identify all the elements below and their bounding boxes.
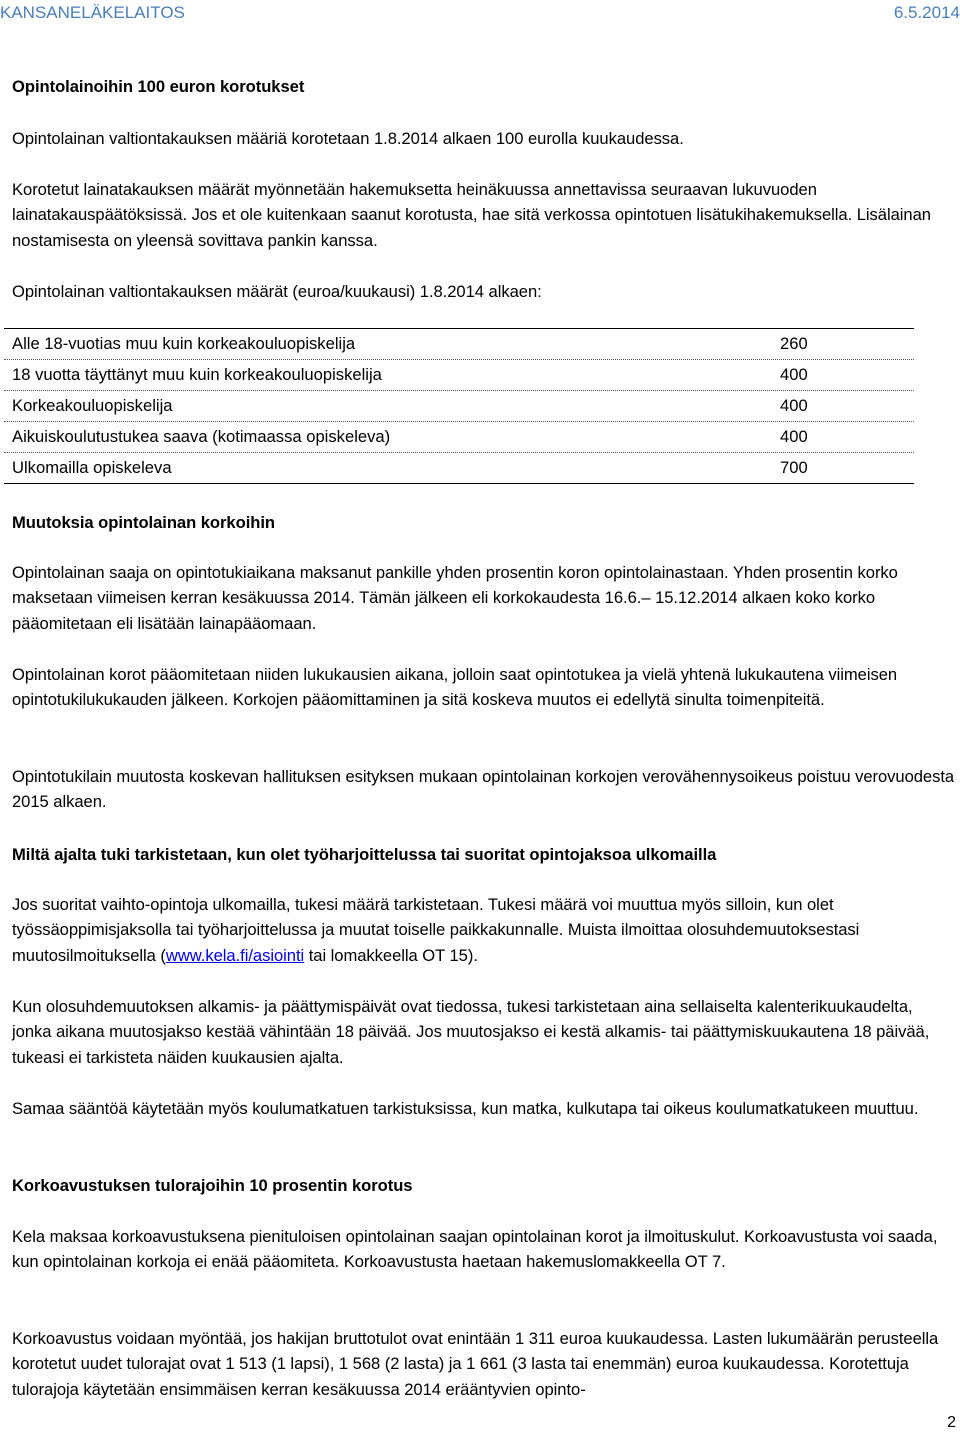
paragraph: Opintolainan valtiontakauksen määriä korotetaan 1.8.2014 alkaen 100 eurolla kuukaudessa. [12, 129, 684, 148]
table-row [4, 391, 914, 422]
header-date: 6.5.2014 [893, 3, 960, 22]
paragraph: Opintolainan saaja on opintotukiaikana maksanut pankille yhden prosentin koron opintolainastaan. Yhden prosentin korko maksetaan viimeisen kerran kesäkuussa 2014. Tämän jälkeen eli korkokaudesta 16.6.– 15.12.2014 alkaen koko korko pääomitetaan eli lisätään lainapääomaan. [12, 563, 898, 633]
row-value: 260 [780, 334, 808, 353]
paragraph: Kun olosuhdemuutoksen alkamis- ja päättymispäivät ovat tiedossa, tukesi tarkistetaan aina sellaiselta kalenterikuukaudelta, jonka aikana muutosjakso kestää vähintään 18 päivää. Jos muutosjakso ei kestä alkamis- tai päättymiskuukautena 18 päivää, tukeasi ei tarkisteta näiden kuukausien ajalta. [12, 997, 930, 1067]
paragraph [12, 892, 956, 968]
table-row [4, 329, 914, 360]
paragraph: Samaa sääntöä käytetään myös koulumatkatuen tarkistuksissa, kun matka, kulkutapa tai oikeus koulumatkatukeen muuttuu. [12, 1099, 919, 1118]
paragraph: Kela maksaa korkoavustuksena pienituloisen opintolainan saajan opintolainan korot ja ilmoituskulut. Korkoavustusta voi saada, kun opintolainan korkoja ei enää pääomiteta. Korkoavustusta haetaan hakemuslomakkeella OT 7. [12, 1227, 938, 1272]
row-label: Aikuiskoulutustukea saava (kotimaassa opiskeleva) [12, 427, 391, 446]
table-row [4, 453, 914, 483]
row-value: 700 [780, 458, 808, 477]
row-label: 18 vuotta täyttänyt muu kuin korkeakouluopiskelija [12, 365, 382, 384]
paragraph-text: Jos suoritat vaihto-opintoja ulkomailla, tukesi määrä tarkistetaan. Tukesi määrä voi muuttua myös silloin, kun olet työssäoppimisjaksolla tai työharjoittelussa ja muutat toiselle paikkakunnalle. Muista ilmoittaa olosuhdemuutoksestasi muutosilmoituksella ( [12, 895, 860, 965]
paragraph-text: tai lomakkeella OT 15). [304, 945, 478, 965]
kela-asiointi-link[interactable]: www.kela.fi/asiointi [165, 945, 305, 965]
row-label: Alle 18-vuotias muu kuin korkeakouluopiskelija [12, 334, 356, 353]
paragraph: Opintotukilain muutosta koskevan hallituksen esityksen mukaan opintolainan korkojen verovähennysoikeus poistuu verovuodesta 2015 alkaen. [12, 767, 955, 812]
paragraph: Opintolainan korot pääomitetaan niiden lukukausien aikana, jolloin saat opintotukea ja vielä yhtenä lukukautena viimeisen opintotukilukukauden jälkeen. Korkojen pääomittaminen ja sitä koskeva muutos ei edellytä sinulta toimenpiteitä. [12, 665, 898, 710]
paragraph: Korkoavustus voidaan myöntää, jos hakijan bruttotulot ovat enintään 1 311 euroa kuukaudessa. Lasten lukumäärän perusteella korotetut uudet tulorajat ovat 1 513 (1 lapsi), 1 568 (2 lasta) ja 1 661 (3 lasta tai enemmän) euroa kuukaudessa. Korotettuja tulorajoja käytetään ensimmäisen kerran kesäkuussa 2014 erääntyvien opinto- [12, 1329, 939, 1399]
row-label: Ulkomailla opiskeleva [12, 458, 172, 477]
section-heading-abroad: Miltä ajalta tuki tarkistetaan, kun olet työharjoittelussa tai suoritat opintojaksoa ulkomailla [12, 845, 717, 864]
table-row [4, 422, 914, 453]
page-header [0, 0, 960, 28]
paragraph: Korotetut lainatakauksen määrät myönnetään hakemuksetta heinäkuussa annettavissa seuraavan lukuvuoden lainatakauspäätöksissä. Jos et ole kuitenkaan saanut korotusta, hae sitä verkossa opintotuen lisätukihakemuksella. Lisälainan nostamisesta on yleensä sovittava pankin kanssa. [12, 180, 931, 250]
section-heading-loan-increase: Opintolainoihin 100 euron korotukset [12, 77, 305, 96]
section-heading-interest: Muutoksia opintolainan korkoihin [12, 513, 275, 532]
row-label: Korkeakouluopiskelija [12, 396, 173, 415]
row-value: 400 [780, 396, 808, 415]
organization-name: KANSANELÄKELAITOS [0, 3, 185, 22]
page-number: 2 [947, 1414, 956, 1431]
table-row [4, 360, 914, 391]
section-heading-interest-subsidy: Korkoavustuksen tulorajoihin 10 prosentin korotus [12, 1176, 413, 1195]
row-value: 400 [780, 427, 808, 446]
table-caption: Opintolainan valtiontakauksen määrät (euroa/kuukausi) 1.8.2014 alkaen: [12, 282, 542, 301]
row-value: 400 [780, 365, 808, 384]
guarantee-table [4, 328, 914, 484]
